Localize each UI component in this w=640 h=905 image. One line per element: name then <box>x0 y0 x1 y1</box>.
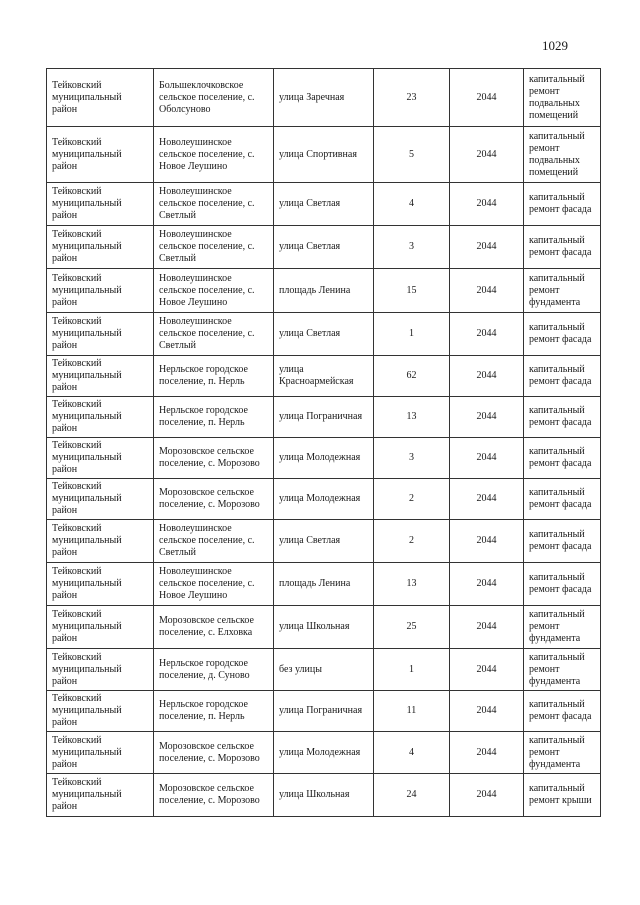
work-type-cell: капитальный ремонт фасада <box>524 479 601 520</box>
settlement-cell: Новолеушинское сельское поселение, с. Новое Леушино <box>154 269 274 313</box>
work-type-cell: капитальный ремонт фундамента <box>524 649 601 691</box>
settlement-cell: Морозовское сельское поселение, с. Морозово <box>154 732 274 774</box>
street-cell: улица Пограничная <box>274 397 374 438</box>
district-cell: Тейковский муниципальный район <box>47 226 154 269</box>
house-number-cell: 4 <box>374 732 450 774</box>
house-number-cell: 13 <box>374 397 450 438</box>
work-type-cell: капитальный ремонт фундамента <box>524 732 601 774</box>
street-cell: площадь Ленина <box>274 269 374 313</box>
district-cell: Тейковский муниципальный район <box>47 732 154 774</box>
district-cell: Тейковский муниципальный район <box>47 774 154 817</box>
year-cell: 2044 <box>450 606 524 649</box>
house-number-cell: 2 <box>374 479 450 520</box>
year-cell: 2044 <box>450 520 524 563</box>
work-type-cell: капитальный ремонт крыши <box>524 774 601 817</box>
district-cell: Тейковский муниципальный район <box>47 438 154 479</box>
house-number-cell: 23 <box>374 69 450 127</box>
year-cell: 2044 <box>450 183 524 226</box>
year-cell: 2044 <box>450 438 524 479</box>
district-cell: Тейковский муниципальный район <box>47 563 154 606</box>
work-type-cell: капитальный ремонт фасада <box>524 226 601 269</box>
year-cell: 2044 <box>450 127 524 183</box>
street-cell: улица Светлая <box>274 183 374 226</box>
year-cell: 2044 <box>450 732 524 774</box>
year-cell: 2044 <box>450 397 524 438</box>
page-number: 1029 <box>542 38 568 53</box>
year-cell: 2044 <box>450 479 524 520</box>
street-cell: площадь Ленина <box>274 563 374 606</box>
year-cell: 2044 <box>450 563 524 606</box>
work-type-cell: капитальный ремонт подвальных помещений <box>524 127 601 183</box>
work-type-cell: капитальный ремонт фасада <box>524 397 601 438</box>
house-number-cell: 13 <box>374 563 450 606</box>
settlement-cell: Нерльское городское поселение, п. Нерль <box>154 691 274 732</box>
year-cell: 2044 <box>450 649 524 691</box>
district-cell: Тейковский муниципальный район <box>47 69 154 127</box>
house-number-cell: 1 <box>374 649 450 691</box>
street-cell: улица Молодежная <box>274 438 374 479</box>
year-cell: 2044 <box>450 356 524 397</box>
year-cell: 2044 <box>450 226 524 269</box>
settlement-cell: Морозовское сельское поселение, с. Морозово <box>154 438 274 479</box>
house-number-cell: 62 <box>374 356 450 397</box>
house-number-cell: 11 <box>374 691 450 732</box>
table-row <box>47 313 601 356</box>
house-number-cell: 3 <box>374 226 450 269</box>
house-number-cell: 4 <box>374 183 450 226</box>
year-cell: 2044 <box>450 313 524 356</box>
settlement-cell: Новолеушинское сельское поселение, с. Новое Леушино <box>154 563 274 606</box>
district-cell: Тейковский муниципальный район <box>47 649 154 691</box>
registry-table <box>46 68 601 817</box>
settlement-cell: Нерльское городское поселение, д. Суново <box>154 649 274 691</box>
table-row <box>47 269 601 313</box>
table-row <box>47 356 601 397</box>
work-type-cell: капитальный ремонт фасада <box>524 183 601 226</box>
table-row <box>47 69 601 127</box>
house-number-cell: 3 <box>374 438 450 479</box>
settlement-cell: Новолеушинское сельское поселение, с. Новое Леушино <box>154 127 274 183</box>
work-type-cell: капитальный ремонт фасада <box>524 691 601 732</box>
district-cell: Тейковский муниципальный район <box>47 269 154 313</box>
settlement-cell: Новолеушинское сельское поселение, с. Светлый <box>154 313 274 356</box>
table-row <box>47 563 601 606</box>
table-row <box>47 732 601 774</box>
street-cell: улица Школьная <box>274 606 374 649</box>
settlement-cell: Большеклочковское сельское поселение, с. Оболсуново <box>154 69 274 127</box>
work-type-cell: капитальный ремонт фасада <box>524 563 601 606</box>
table-row <box>47 397 601 438</box>
work-type-cell: капитальный ремонт фундамента <box>524 269 601 313</box>
table-row <box>47 479 601 520</box>
settlement-cell: Новолеушинское сельское поселение, с. Светлый <box>154 226 274 269</box>
district-cell: Тейковский муниципальный район <box>47 397 154 438</box>
work-type-cell: капитальный ремонт фундамента <box>524 606 601 649</box>
street-cell: улица Светлая <box>274 520 374 563</box>
district-cell: Тейковский муниципальный район <box>47 691 154 732</box>
street-cell: улица Заречная <box>274 69 374 127</box>
work-type-cell: капитальный ремонт фасада <box>524 520 601 563</box>
district-cell: Тейковский муниципальный район <box>47 520 154 563</box>
house-number-cell: 5 <box>374 127 450 183</box>
settlement-cell: Морозовское сельское поселение, с. Елховка <box>154 606 274 649</box>
year-cell: 2044 <box>450 774 524 817</box>
table-row <box>47 127 601 183</box>
street-cell: улица Школьная <box>274 774 374 817</box>
district-cell: Тейковский муниципальный район <box>47 479 154 520</box>
district-cell: Тейковский муниципальный район <box>47 356 154 397</box>
settlement-cell: Нерльское городское поселение, п. Нерль <box>154 356 274 397</box>
table-row <box>47 438 601 479</box>
settlement-cell: Морозовское сельское поселение, с. Морозово <box>154 774 274 817</box>
table-row <box>47 520 601 563</box>
district-cell: Тейковский муниципальный район <box>47 183 154 226</box>
house-number-cell: 24 <box>374 774 450 817</box>
street-cell: без улицы <box>274 649 374 691</box>
table-row <box>47 183 601 226</box>
house-number-cell: 2 <box>374 520 450 563</box>
table-row <box>47 649 601 691</box>
settlement-cell: Новолеушинское сельское поселение, с. Светлый <box>154 183 274 226</box>
work-type-cell: капитальный ремонт фасада <box>524 438 601 479</box>
street-cell: улица Молодежная <box>274 479 374 520</box>
street-cell: улица Светлая <box>274 226 374 269</box>
street-cell: улица Красноармейская <box>274 356 374 397</box>
year-cell: 2044 <box>450 269 524 313</box>
street-cell: улица Молодежная <box>274 732 374 774</box>
district-cell: Тейковский муниципальный район <box>47 127 154 183</box>
street-cell: улица Светлая <box>274 313 374 356</box>
house-number-cell: 25 <box>374 606 450 649</box>
year-cell: 2044 <box>450 69 524 127</box>
work-type-cell: капитальный ремонт подвальных помещений <box>524 69 601 127</box>
district-cell: Тейковский муниципальный район <box>47 313 154 356</box>
house-number-cell: 15 <box>374 269 450 313</box>
street-cell: улица Спортивная <box>274 127 374 183</box>
street-cell: улица Пограничная <box>274 691 374 732</box>
settlement-cell: Новолеушинское сельское поселение, с. Светлый <box>154 520 274 563</box>
table-row <box>47 691 601 732</box>
settlement-cell: Морозовское сельское поселение, с. Морозово <box>154 479 274 520</box>
settlement-cell: Нерльское городское поселение, п. Нерль <box>154 397 274 438</box>
work-type-cell: капитальный ремонт фасада <box>524 313 601 356</box>
table-row <box>47 606 601 649</box>
district-cell: Тейковский муниципальный район <box>47 606 154 649</box>
table-row <box>47 774 601 817</box>
year-cell: 2044 <box>450 691 524 732</box>
table-row <box>47 226 601 269</box>
registry-table-body <box>47 69 601 817</box>
work-type-cell: капитальный ремонт фасада <box>524 356 601 397</box>
house-number-cell: 1 <box>374 313 450 356</box>
